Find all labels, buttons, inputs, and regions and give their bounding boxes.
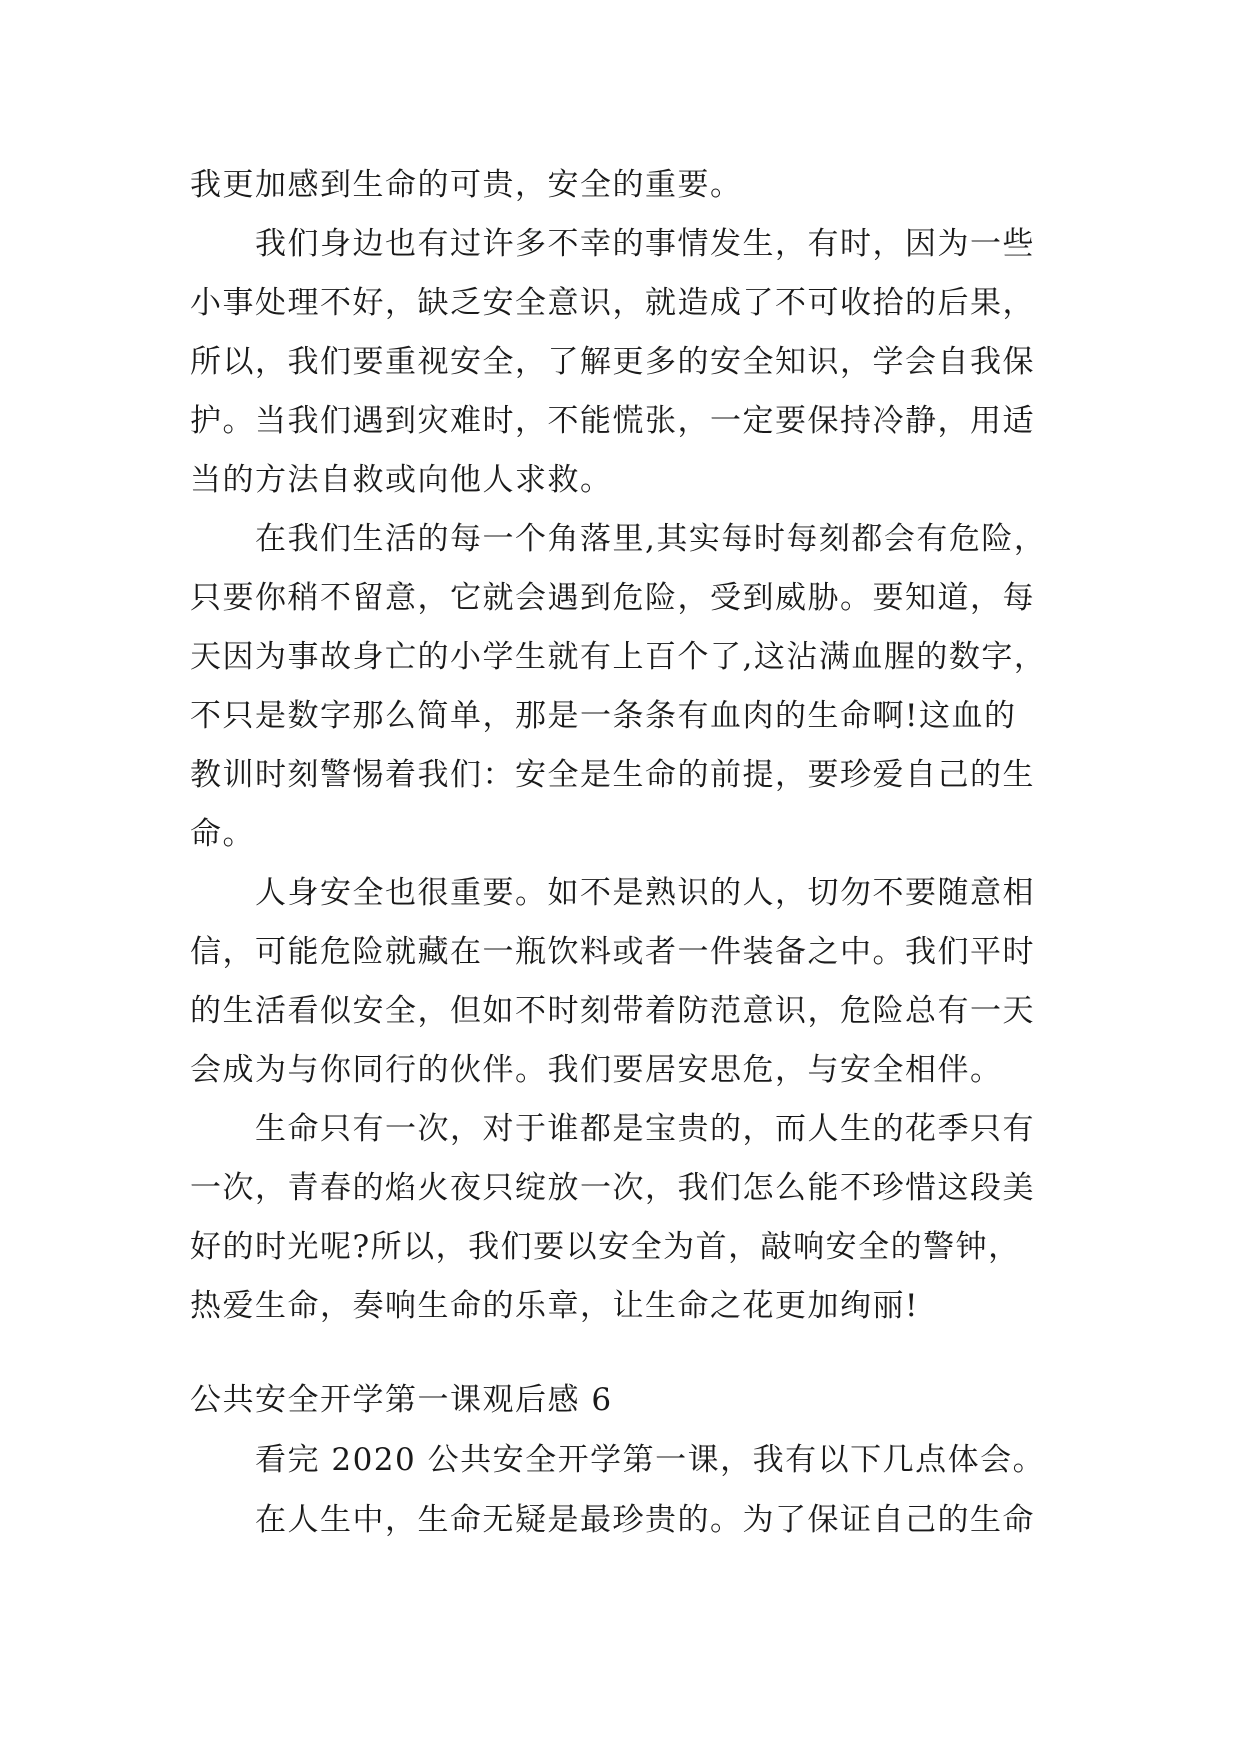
text-line: 热爱生命，奏响生命的乐章，让生命之花更加绚丽!	[190, 1288, 919, 1324]
text-line: 会成为与你同行的伙伴。我们要居安思危，与安全相伴。	[190, 1052, 1003, 1088]
text-line: 护。当我们遇到灾难时，不能慌张，一定要保持冷静，用适	[190, 403, 1035, 439]
paragraph-line: 我们身边也有过许多不幸的事情发生，有时，因为一些	[255, 226, 1035, 262]
text-line: 所以，我们要重视安全，了解更多的安全知识，学会自我保	[190, 344, 1035, 380]
paragraph-line: 人身安全也很重要。如不是熟识的人，切勿不要随意相	[255, 875, 1035, 911]
text-line: 当的方法自救或向他人求救。	[190, 462, 613, 498]
paragraph-line: 在人生中，生命无疑是最珍贵的。为了保证自己的生命	[255, 1502, 1035, 1538]
text-line: 一次，青春的焰火夜只绽放一次，我们怎么能不珍惜这段美	[190, 1170, 1035, 1206]
text-line: 天因为事故身亡的小学生就有上百个了,这沾满血腥的数字，	[190, 639, 1047, 675]
section-heading: 公共安全开学第一课观后感 6	[190, 1382, 613, 1418]
paragraph-line: 在我们生活的每一个角落里,其实每时每刻都会有危险，	[255, 521, 1047, 557]
paragraph-line: 生命只有一次，对于谁都是宝贵的，而人生的花季只有	[255, 1111, 1035, 1147]
text-line: 小事处理不好，缺乏安全意识，就造成了不可收拾的后果，	[190, 285, 1035, 321]
text-line: 我更加感到生命的可贵，安全的重要。	[190, 167, 743, 203]
text-line: 教训时刻警惕着我们：安全是生命的前提，要珍爱自己的生	[190, 757, 1035, 793]
text-line: 的生活看似安全，但如不时刻带着防范意识，危险总有一天	[190, 993, 1035, 1029]
text-line: 只要你稍不留意，它就会遇到危险，受到威胁。要知道，每	[190, 580, 1035, 616]
text-line: 信，可能危险就藏在一瓶饮料或者一件装备之中。我们平时	[190, 934, 1035, 970]
text-line: 不只是数字那么简单，那是一条条有血肉的生命啊!这血的	[190, 698, 1017, 734]
text-line: 好的时光呢?所以，我们要以安全为首，敲响安全的警钟，	[190, 1229, 1021, 1265]
text-line: 命。	[190, 816, 255, 852]
paragraph-line: 看完 2020 公共安全开学第一课，我有以下几点体会。	[255, 1442, 1046, 1478]
